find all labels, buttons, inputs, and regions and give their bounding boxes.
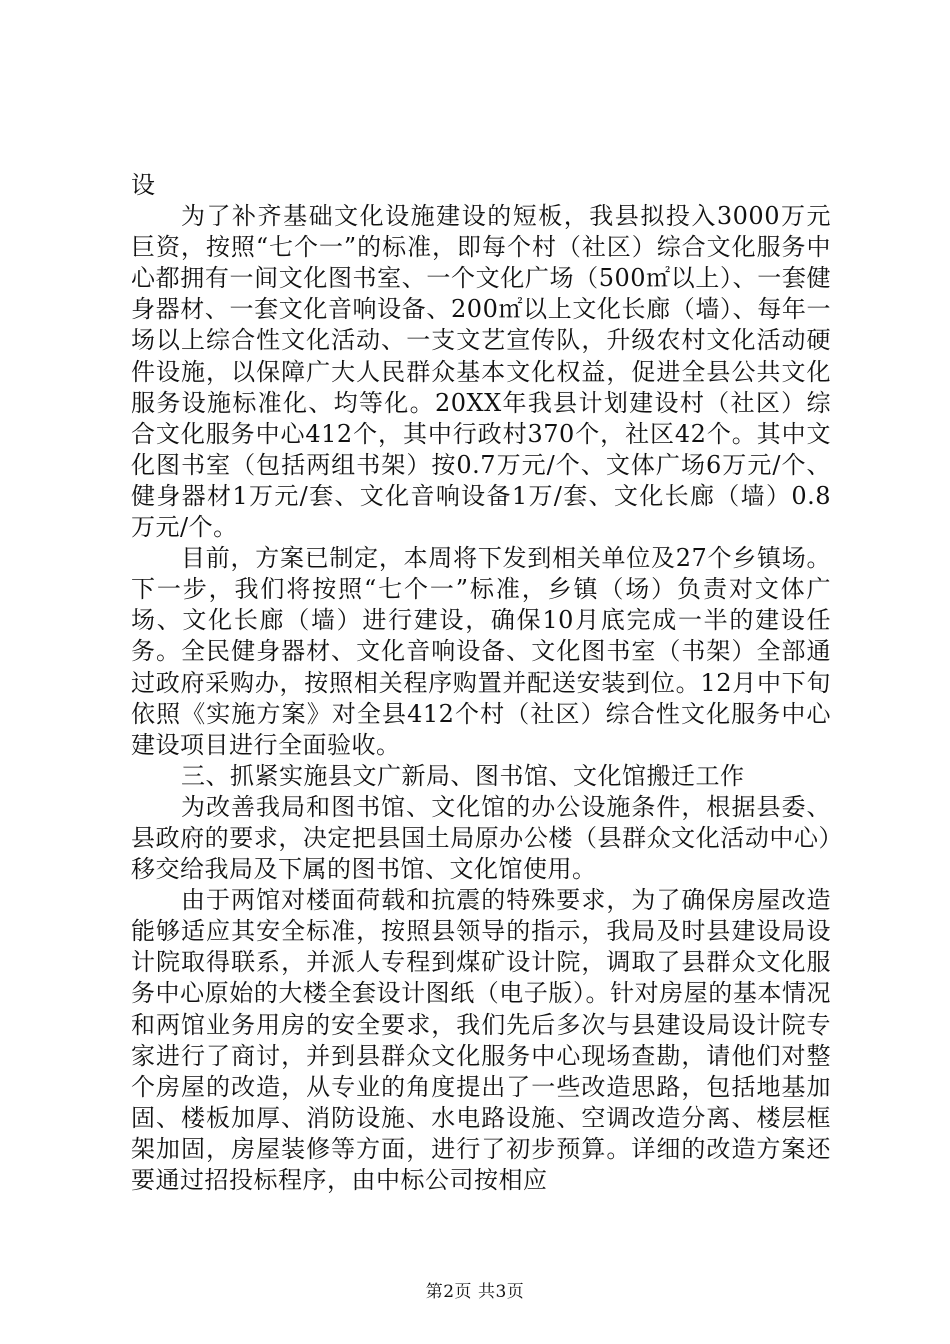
paragraph-facility-plan: 为了补齐基础文化设施建设的短板，我县拟投入3000万元巨资，按照“七个一”的标准，即每个村（社区）综合文化服务中心都拥有一间文化图书室、一个文化广场（500㎡以上）、一套健身器材、一套文化音响设备、200㎡以上文化长廊（墙）、每年一场以上综合性文化活动、一支文艺宣传队，升级农村文化活动硬件设施，以保障广大人民群众基本文化权益，促进全县公共文化服务设施标准化、均等化。20XX年我县计划建设村（社区）综合文化服务中心412个，其中行政村370个，社区42个。其中文化图书室（包括两组书架）按0.7万元/个、文体广场6万元/个、健身器材1万元/套、文化音响设备1万/套、文化长廊（墙）0.8万元/个。 bbox=[131, 202, 831, 542]
paragraph-renovation-plan: 由于两馆对楼面荷载和抗震的特殊要求，为了确保房屋改造能够适应其安全标准，按照县领导的指示，我局及时县建设局设计院取得联系，并派人专程到煤矿设计院，调取了县群众文化服务中心原始的大楼全套设计图纸（电子版）。针对房屋的基本情况和两馆业务用房的安全要求，我们先后多次与县建设局设计院专家进行了商讨，并到县群众文化服务中心现场查勘，请他们对整个房屋的改造，从专业的角度提出了一些改造思路，包括地基加固、楼板加厚、消防设施、水电路设施、空调改造分离、楼层框架加固，房屋装修等方面，进行了初步预算。详细的改造方案还要通过招投标程序，由中标公司按相应 bbox=[131, 886, 831, 1194]
page-number-footer: 第2页 共3页 bbox=[425, 1282, 525, 1302]
section-heading-relocation: 三、抓紧实施县文广新局、图书馆、文化馆搬迁工作 bbox=[181, 761, 745, 790]
document-body bbox=[131, 170, 831, 1196]
paragraph-relocation-decision: 为改善我局和图书馆、文化馆的办公设施条件，根据县委、县政府的要求，决定把县国土局原办公楼（县群众文化活动中心）移交给我局及下属的图书馆、文化馆使用。 bbox=[131, 792, 831, 884]
paragraph-continuation: 设 bbox=[131, 171, 156, 199]
paragraph-progress: 目前，方案已制定，本周将下发到相关单位及27个乡镇场。下一步，我们将按照“七个一”标准，乡镇（场）负责对文体广场、文化长廊（墙）进行建设，确保10月底完成一半的建设任务。全民健身器材、文化音响设备、文化图书室（书架）全部通过政府采购办，按照相关程序购置并配送安装到位。12月中下旬依照《实施方案》对全县412个村（社区）综合性文化服务中心建设项目进行全面验收。 bbox=[131, 544, 831, 759]
